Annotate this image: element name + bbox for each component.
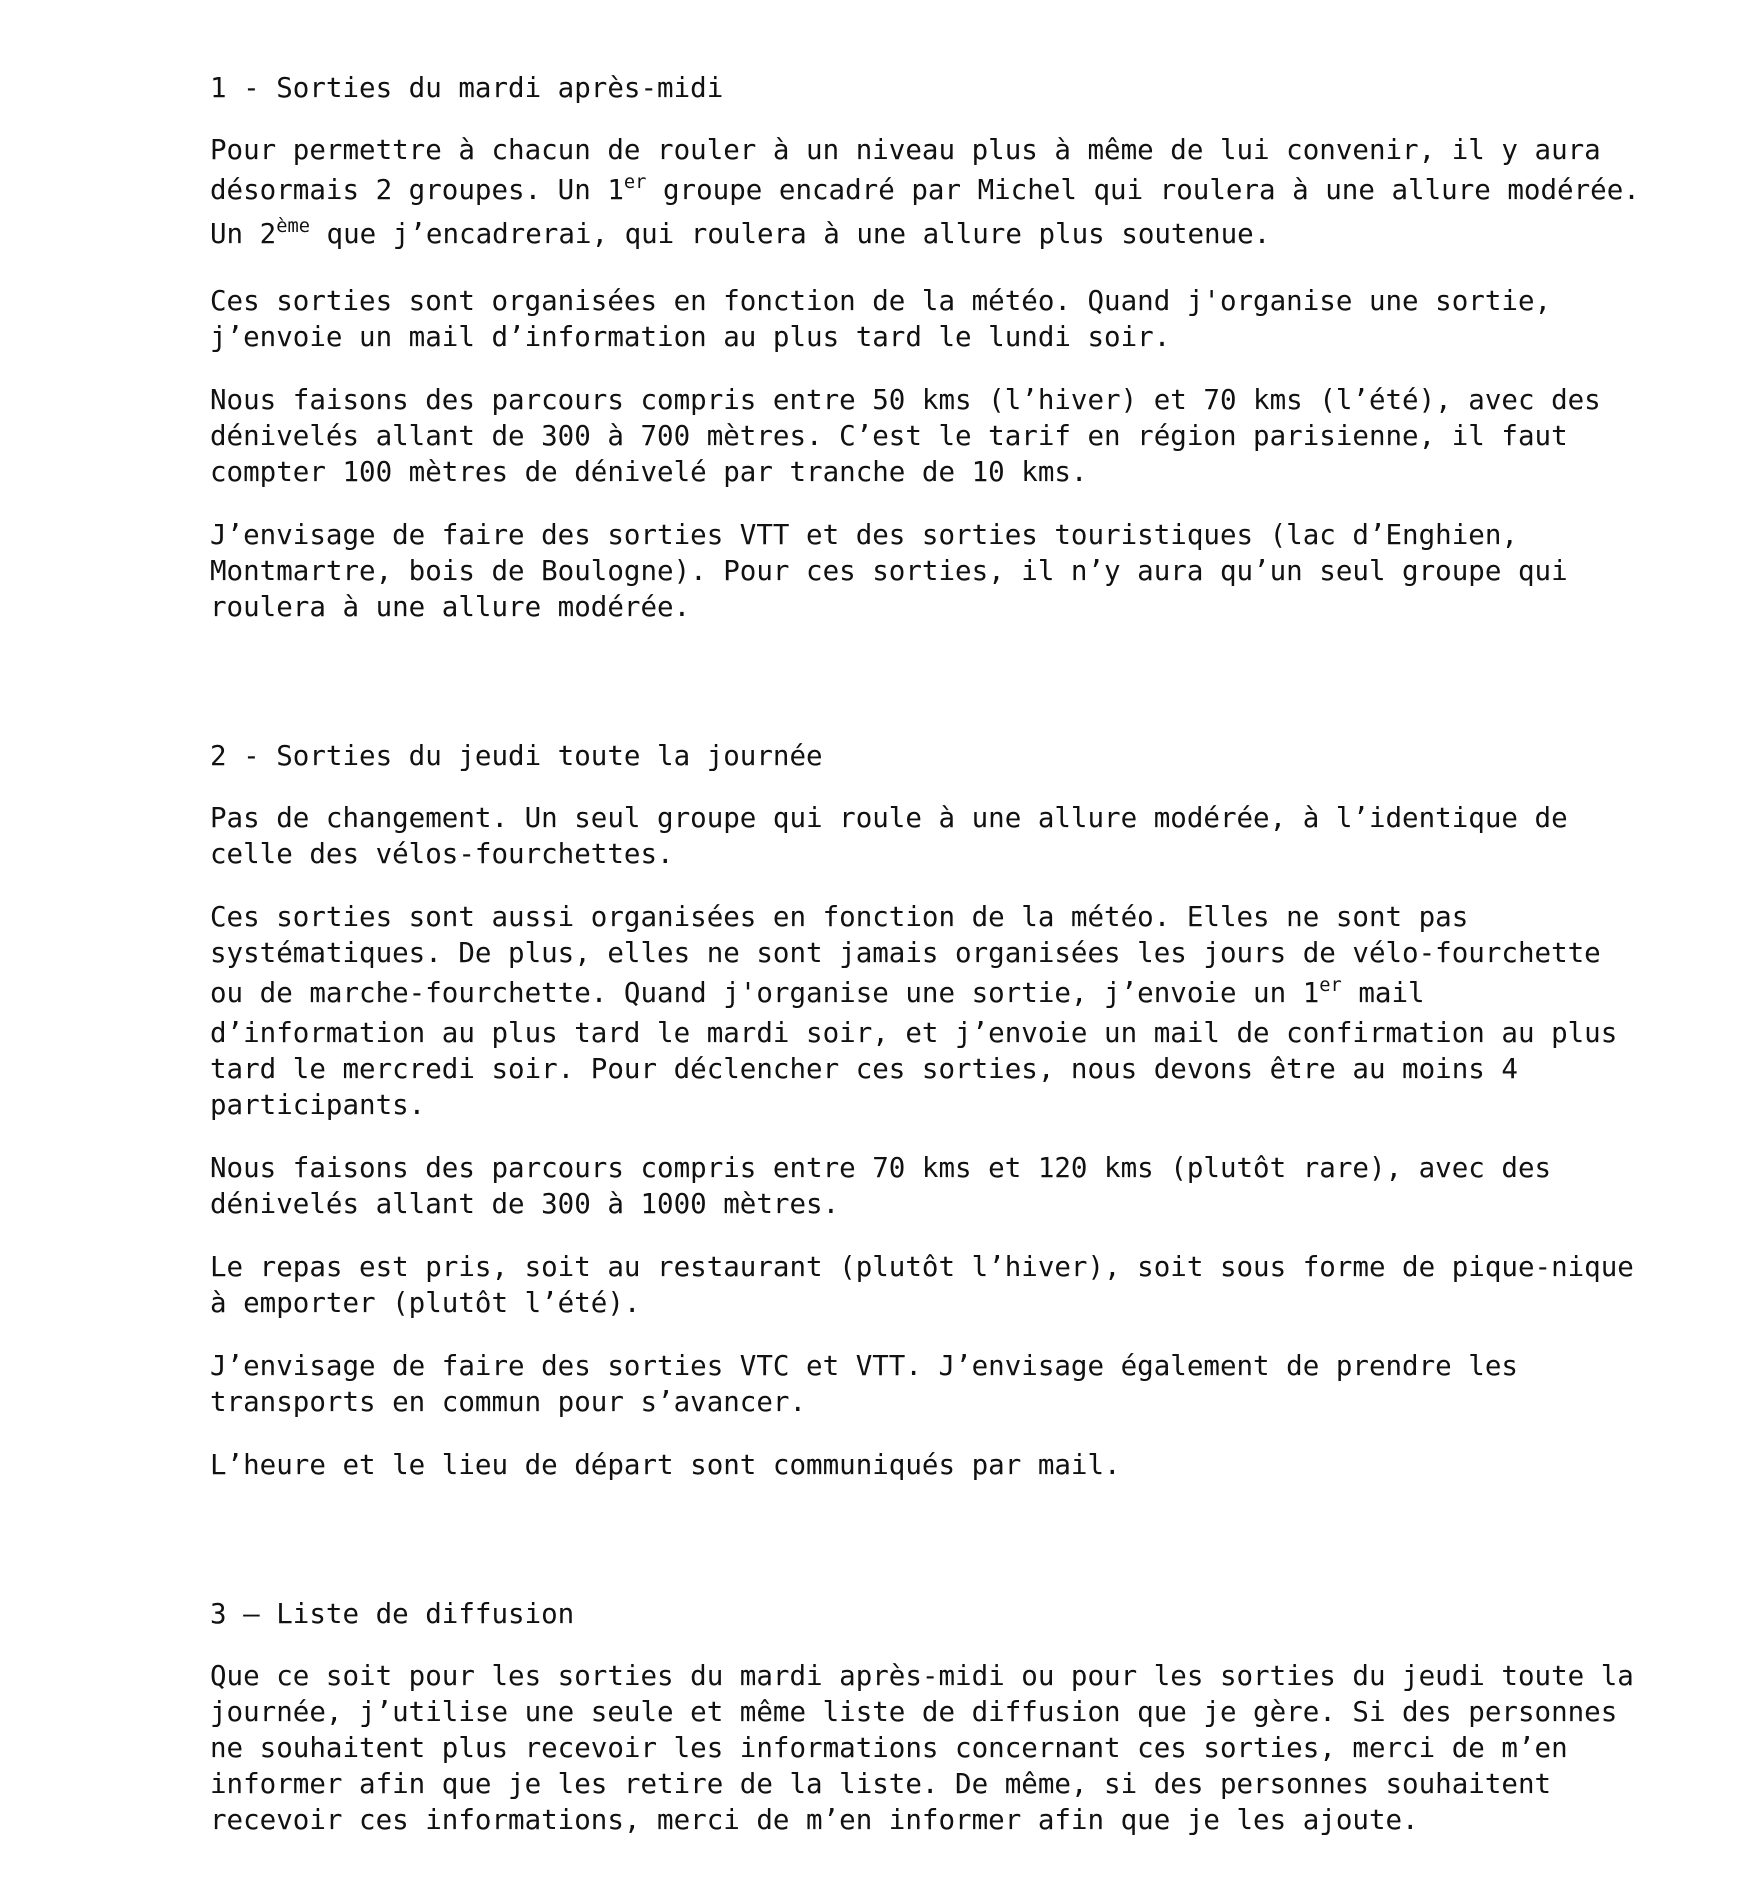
text-line <box>210 382 1630 418</box>
paragraph <box>210 1658 1634 1838</box>
section-2 <box>210 738 1634 1483</box>
text-line <box>210 1348 1630 1384</box>
paragraph <box>210 1348 1630 1420</box>
text-segment: tard le mercredi soir. Pour déclencher ces sorties, nous devons être au moins 4 <box>210 1053 1518 1085</box>
text-segment: compter 100 mètres de dénivelé par tranche de 10 kms. <box>210 456 1088 488</box>
text-line <box>210 589 1630 625</box>
text-segment: Un 2 <box>210 218 277 250</box>
text-segment: Nous faisons des parcours compris entre 70 kms et 120 kms (plutôt rare), avec des <box>210 1152 1552 1184</box>
text-line <box>210 1766 1630 1802</box>
text-line <box>210 212 1630 256</box>
text-segment: celle des vélos-fourchettes. <box>210 838 674 870</box>
text-line <box>210 1285 1630 1321</box>
document-page <box>210 70 1640 1865</box>
text-line <box>210 971 1630 1015</box>
text-segment: informer afin que je les retire de la liste. De même, si des personnes souhaitent <box>210 1768 1552 1800</box>
text-line <box>210 935 1630 971</box>
text-segment: transports en commun pour s’avancer. <box>210 1386 807 1418</box>
paragraph <box>210 382 1630 490</box>
text-line <box>210 1730 1630 1766</box>
text-line <box>210 1249 1634 1285</box>
text-segment: Pas de changement. Un seul groupe qui roule à une allure modérée, à l’identique de <box>210 802 1568 834</box>
text-line <box>210 132 1630 168</box>
text-line <box>210 418 1630 454</box>
text-segment: Que ce soit pour les sorties du mardi après-midi ou pour les sorties du jeudi toute la <box>210 1660 1634 1692</box>
text-line <box>210 1015 1630 1051</box>
text-line <box>210 454 1630 490</box>
text-line <box>210 1447 1630 1483</box>
text-segment: L’heure et le lieu de départ sont communiqués par mail. <box>210 1449 1121 1481</box>
text-segment: j’envoie un mail d’information au plus tard le lundi soir. <box>210 321 1171 353</box>
text-line <box>210 319 1630 355</box>
text-segment: J’envisage de faire des sorties VTC et VTT. J’envisage également de prendre les <box>210 1350 1518 1382</box>
paragraph <box>210 132 1640 256</box>
superscript: er <box>1319 974 1342 996</box>
text-line <box>210 283 1630 319</box>
paragraph <box>210 283 1630 355</box>
text-line <box>210 1802 1630 1838</box>
text-line <box>210 1384 1630 1420</box>
text-line <box>210 1186 1630 1222</box>
text-segment: d’information au plus tard le mardi soir, et j’envoie un mail de confirmation au plus <box>210 1017 1618 1049</box>
text-line <box>210 553 1630 589</box>
text-segment: mail <box>1341 977 1425 1009</box>
text-segment: à emporter (plutôt l’été). <box>210 1287 641 1319</box>
superscript: er <box>623 171 647 193</box>
section-3 <box>210 1596 1634 1838</box>
text-segment: roulera à une allure modérée. <box>210 591 691 623</box>
text-line <box>210 1051 1630 1087</box>
section-heading: 2 - Sorties du jeudi toute la journée <box>210 740 823 772</box>
text-segment: ou de marche-fourchette. Quand j'organise une sortie, j’envoie un 1 <box>210 977 1320 1009</box>
paragraph <box>210 1249 1634 1321</box>
text-line <box>210 899 1630 935</box>
text-line <box>210 1694 1630 1730</box>
text-segment: désormais 2 groupes. Un 1 <box>210 174 624 206</box>
text-segment: dénivelés allant de 300 à 1000 mètres. <box>210 1188 840 1220</box>
text-line <box>210 1150 1630 1186</box>
text-segment: dénivelés allant de 300 à 700 mètres. C’est le tarif en région parisienne, il faut <box>210 420 1568 452</box>
section-heading: 1 - Sorties du mardi après-midi <box>210 72 724 104</box>
text-line <box>210 1087 1630 1123</box>
text-segment: Le repas est pris, soit au restaurant (plutôt l’hiver), soit sous forme de pique-nique <box>210 1251 1634 1283</box>
text-line <box>210 517 1630 553</box>
text-segment: recevoir ces informations, merci de m’en informer afin que je les ajoute. <box>210 1804 1419 1836</box>
paragraph <box>210 899 1630 1123</box>
paragraph <box>210 800 1630 872</box>
paragraph <box>210 517 1630 625</box>
text-segment: que j’encadrerai, qui roulera à une allure plus soutenue. <box>310 218 1271 250</box>
text-segment: Pour permettre à chacun de rouler à un niveau plus à même de lui convenir, il y aura <box>210 134 1601 166</box>
text-segment: Montmartre, bois de Boulogne). Pour ces sorties, il n’y aura qu’un seul groupe qui <box>210 555 1568 587</box>
text-segment: participants. <box>210 1089 426 1121</box>
text-line <box>210 800 1630 836</box>
paragraph <box>210 1150 1630 1222</box>
text-segment: Nous faisons des parcours compris entre 50 kms (l’hiver) et 70 kms (l’été), avec des <box>210 384 1601 416</box>
text-segment: J’envisage de faire des sorties VTT et des sorties touristiques (lac d’Enghien, <box>210 519 1518 551</box>
text-segment: systématiques. De plus, elles ne sont jamais organisées les jours de vélo-fourchette <box>210 937 1601 969</box>
paragraph <box>210 1447 1630 1483</box>
text-line <box>210 836 1630 872</box>
section-heading: 3 – Liste de diffusion <box>210 1598 575 1630</box>
superscript: ème <box>276 215 310 237</box>
text-line <box>210 168 1640 212</box>
text-segment: Ces sorties sont aussi organisées en fonction de la météo. Elles ne sont pas <box>210 901 1469 933</box>
text-line <box>210 1658 1634 1694</box>
text-segment: groupe encadré par Michel qui roulera à une allure modérée. <box>646 174 1640 206</box>
section-spacer <box>210 652 1630 738</box>
section-spacer <box>210 1510 1630 1596</box>
text-segment: Ces sorties sont organisées en fonction de la météo. Quand j'organise une sortie, <box>210 285 1552 317</box>
section-1 <box>210 70 1640 625</box>
text-segment: journée, j’utilise une seule et même liste de diffusion que je gère. Si des personnes <box>210 1696 1618 1728</box>
text-segment: ne souhaitent plus recevoir les informations concernant ces sorties, merci de m’en <box>210 1732 1568 1764</box>
